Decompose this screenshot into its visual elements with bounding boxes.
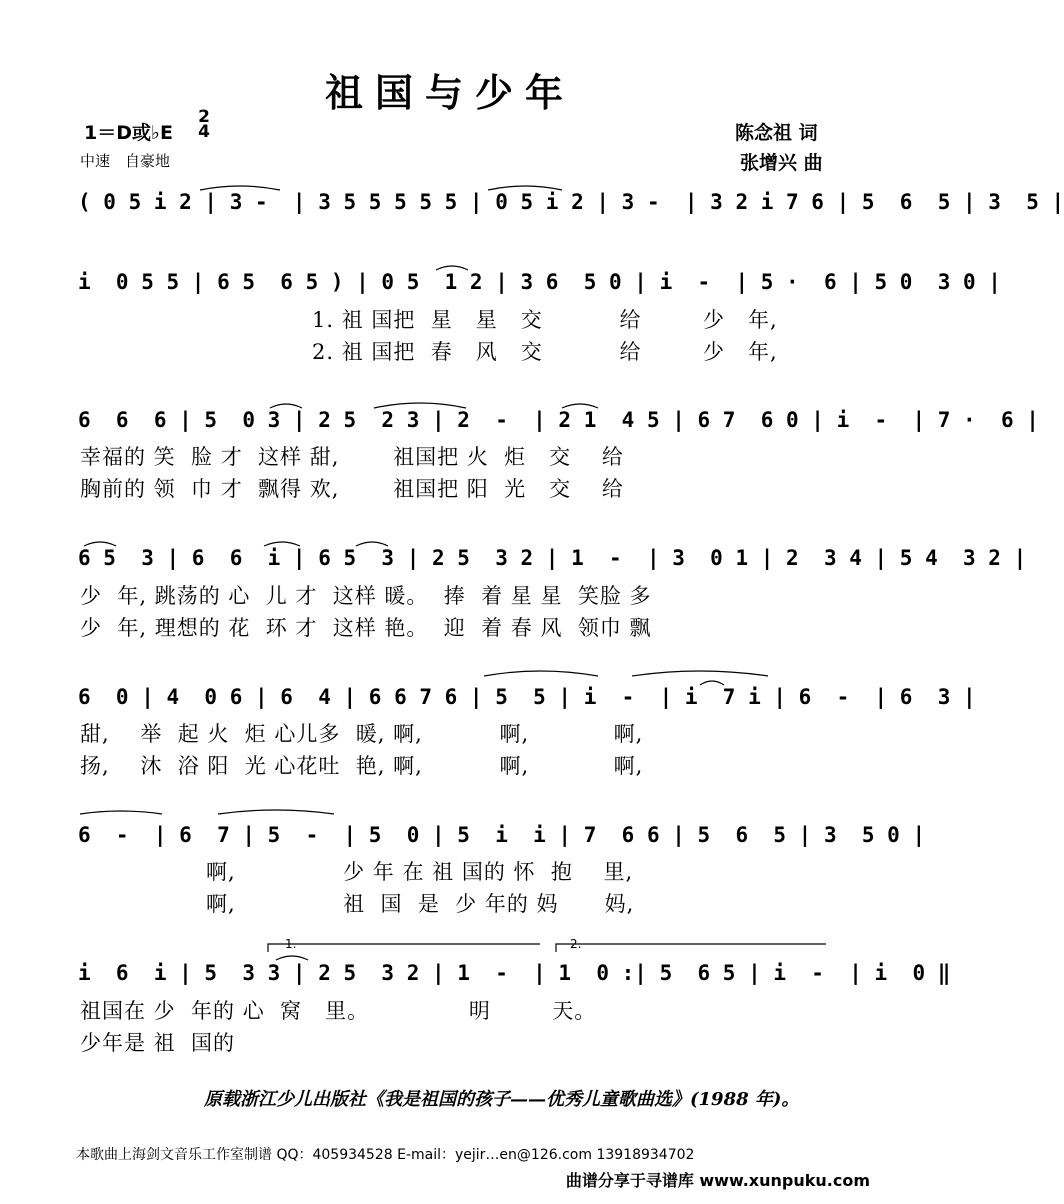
lyric-line: 幸福的 笑 脸 才 这样 甜, 祖国把 火 炬 交 给 bbox=[80, 445, 624, 469]
footer-credit: 本歌曲上海剑文音乐工作室制谱 QQ：405934528 E-mail：yejir…en@126.com 13918934702 bbox=[76, 1147, 695, 1163]
key-signature: 1＝D或♭E bbox=[84, 122, 173, 144]
staff-line-5: 6 0 | 4 0 6 | 6 4 | 6 6 7 6 | 5 5 | i - | i 7 i | 6 - | 6 3 | bbox=[78, 685, 976, 709]
staff-line-2: i 0 5 5 | 6 5 6 5 ) | 0 5 1 2 | 3 6 5 0 | i - | 5 · 6 | 5 0 3 0 | bbox=[78, 270, 1001, 294]
lyric-line: 2. 祖 国把 春 风 交 给 少 年, bbox=[312, 340, 778, 364]
tempo-marking: 中速 自豪地 bbox=[80, 152, 171, 170]
lyric-line: 少年是 祖 国的 bbox=[80, 1031, 236, 1055]
lyricist-credit: 陈念祖 词 bbox=[735, 122, 818, 144]
lyric-line: 胸前的 领 巾 才 飘得 欢, 祖国把 阳 光 交 给 bbox=[80, 477, 624, 501]
watermark: 曲谱分享于寻谱库 www.xunpuku.com bbox=[565, 1171, 870, 1190]
slur-mark bbox=[562, 404, 598, 408]
lyric-line: 啊, 少 年 在 祖 国的 怀 抱 里, bbox=[206, 860, 634, 884]
slur-mark bbox=[700, 681, 724, 685]
composer-credit: 张增兴 曲 bbox=[740, 152, 823, 174]
slur-mark bbox=[484, 671, 598, 676]
slur-mark bbox=[80, 811, 162, 814]
source-note: 原载浙江少儿出版社《我是祖国的孩子——优秀儿童歌曲选》(1988 年)。 bbox=[204, 1089, 800, 1110]
slur-mark bbox=[632, 671, 768, 676]
lyric-line: 1. 祖 国把 星 星 交 给 少 年, bbox=[312, 308, 778, 332]
slur-mark bbox=[218, 810, 334, 814]
lyric-line: 扬, 沐 浴 阳 光 心花吐 艳, 啊, 啊, 啊, bbox=[80, 754, 644, 778]
volta-label-1: 1. bbox=[285, 937, 297, 951]
slur-mark bbox=[276, 956, 308, 960]
volta-bracket-1 bbox=[268, 944, 540, 952]
volta-bracket-2 bbox=[556, 944, 826, 952]
time-signature-bottom: 4 bbox=[198, 122, 210, 142]
slur-mark bbox=[356, 542, 388, 546]
staff-line-1: ( 0 5 i 2 | 3 - | 3 5 5 5 5 5 | 0 5 i 2 | 3 - | 3 2 i 7 6 | 5 6 5 | 3 5 | bbox=[78, 190, 1064, 214]
lyric-line: 甜, 举 起 火 炬 心儿多 暖, 啊, 啊, 啊, bbox=[80, 722, 644, 746]
volta-label-2: 2. bbox=[570, 937, 582, 951]
lyric-line: 少 年, 理想的 花 环 才 这样 艳。 迎 着 春 风 领巾 飘 bbox=[80, 616, 652, 640]
song-title: 祖国与少年 bbox=[324, 70, 575, 115]
staff-line-7: i 6 i | 5 3 3 | 2 5 3 2 | 1 - | 1 0 :| 5 6 5 | i - | i 0 ‖ bbox=[78, 961, 951, 985]
staff-line-4: 6 5 3 | 6 6 i | 6 5 3 | 2 5 3 2 | 1 - | 3 0 1 | 2 3 4 | 5 4 3 2 | bbox=[78, 546, 1027, 570]
slur-mark bbox=[264, 542, 300, 546]
slur-mark bbox=[488, 186, 562, 190]
lyric-line: 祖国在 少 年的 心 窝 里。 明 天。 bbox=[80, 999, 597, 1023]
lyric-line: 少 年, 跳荡的 心 儿 才 这样 暖。 捧 着 星 星 笑脸 多 bbox=[80, 584, 652, 608]
slur-mark bbox=[436, 266, 468, 270]
lyric-line: 啊, 祖 国 是 少 年的 妈 妈, bbox=[206, 892, 635, 916]
time-signature-top: 2 bbox=[198, 107, 210, 127]
staff-line-6: 6 - | 6 7 | 5 - | 5 0 | 5 i i | 7 6 6 | 5 6 5 | 3 5 0 | bbox=[78, 823, 926, 847]
slur-mark bbox=[374, 403, 466, 408]
slur-mark bbox=[200, 186, 280, 190]
staff-line-3: 6 6 6 | 5 0 3 | 2 5 2 3 | 2 - | 2 1 4 5 | 6 7 6 0 | i - | 7 · 6 | bbox=[78, 408, 1039, 432]
slur-mark bbox=[84, 542, 116, 546]
slur-mark bbox=[270, 404, 302, 408]
